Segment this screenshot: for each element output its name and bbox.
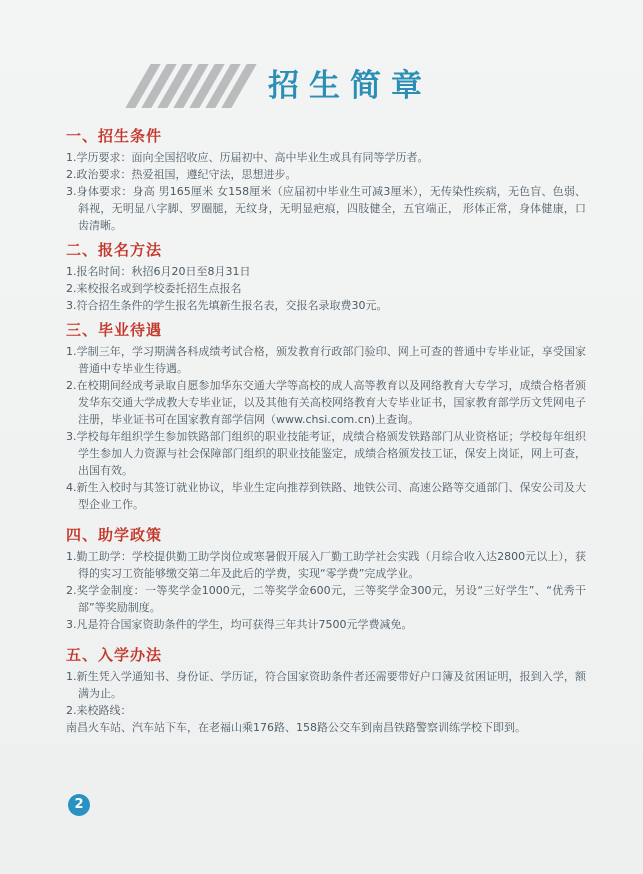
- list-item: 3.学校每年组织学生参加铁路部门组织的职业技能考证，成绩合格颁发铁路部门从业资格证；学校每年组织学生参加人力资源与社会保障部门组织的职业技能鉴定，成绩合格颁发技工证，保安上岗证，网上可查，出国有效。: [66, 430, 586, 477]
- section-title: 二、报名方法: [66, 241, 163, 259]
- section-admission-conditions: [66, 126, 586, 234]
- section-title: 一、招生条件: [66, 127, 163, 145]
- list-item: 2.政治要求：热爱祖国，遵纪守法，思想进步。: [66, 168, 297, 181]
- list-item: 3.身体要求：身高 男165厘米 女158厘米（应届初中毕业生可减3厘米），无传染性疾病，无色盲、色弱、斜视，无明显八字脚、罗圈腿，无纹身，无明显疤痕，四肢健全，五官端正， 形体正常，身体健康，口齿清晰。: [66, 185, 586, 232]
- page-number-badge: 2: [68, 794, 90, 816]
- section-enrollment: [66, 645, 586, 736]
- list-item: 1.勤工助学：学校提供勤工助学岗位或寒暑假开展入厂勤工助学社会实践（月综合收入达2800元以上），获得的实习工资能够缴交第二年及此后的学费，实现“零学费”完成学业。: [66, 550, 586, 580]
- list-item: 3.符合招生条件的学生报名先填新生报名表，交报名录取费30元。: [66, 299, 388, 312]
- page-title: 招生简章: [268, 68, 432, 104]
- content: [66, 126, 586, 742]
- list-item: 2.在校期间经成考录取自愿参加华东交通大学等高校的成人高等教育以及网络教育大专学习，成绩合格者颁发华东交通大学成教大专毕业证，以及其他有关高校网络教育大专毕业证书，国家教育部学历文凭网电子注册，毕业证书可在国家教育部学信网（www.chsi.com.cn)上查询。: [66, 379, 586, 426]
- list-item: 4.新生入校时与其签订就业协议，毕业生定向推荐到铁路、地铁公司、高速公路等交通部门、保安公司及大型企业工作。: [66, 481, 586, 511]
- list-item: 2.奖学金制度：一等奖学金1000元，二等奖学金600元，三等奖学金300元，另设“三好学生”、“优秀干部”等奖励制度。: [66, 584, 586, 614]
- section-registration: [66, 240, 586, 314]
- list-item: 2.来校报名或到学校委托招生点报名: [66, 282, 242, 295]
- list-item: 1.新生凭入学通知书、身份证、学历证，符合国家资助条件者还需要带好户口簿及贫困证明，报到入学，额满为止。: [66, 670, 586, 700]
- section-graduation-benefits: [66, 320, 586, 513]
- list-item: 1.学制三年，学习期满各科成绩考试合格，颁发教育行政部门验印、网上可查的普通中专毕业证，享受国家普通中专毕业生待遇。: [66, 345, 586, 375]
- decorative-stripes: [138, 64, 256, 108]
- route-text: 南昌火车站、汽车站下车，在老福山乘176路、158路公交车到南昌铁路警察训练学校下即到。: [66, 721, 526, 734]
- list-item: 3.凡是符合国家资助条件的学生，均可获得三年共计7500元学费减免。: [66, 618, 413, 631]
- section-financial-aid: [66, 525, 586, 633]
- list-item: 2.来校路线：: [66, 704, 132, 717]
- list-item: 1.报名时间：秋招6月20日至8月31日: [66, 265, 251, 278]
- list-item: 1.学历要求：面向全国招收应、历届初中、高中毕业生或具有同等学历者。: [66, 151, 429, 164]
- section-title: 四、助学政策: [66, 526, 163, 544]
- section-title: 五、入学办法: [66, 646, 163, 664]
- section-title: 三、毕业待遇: [66, 321, 163, 339]
